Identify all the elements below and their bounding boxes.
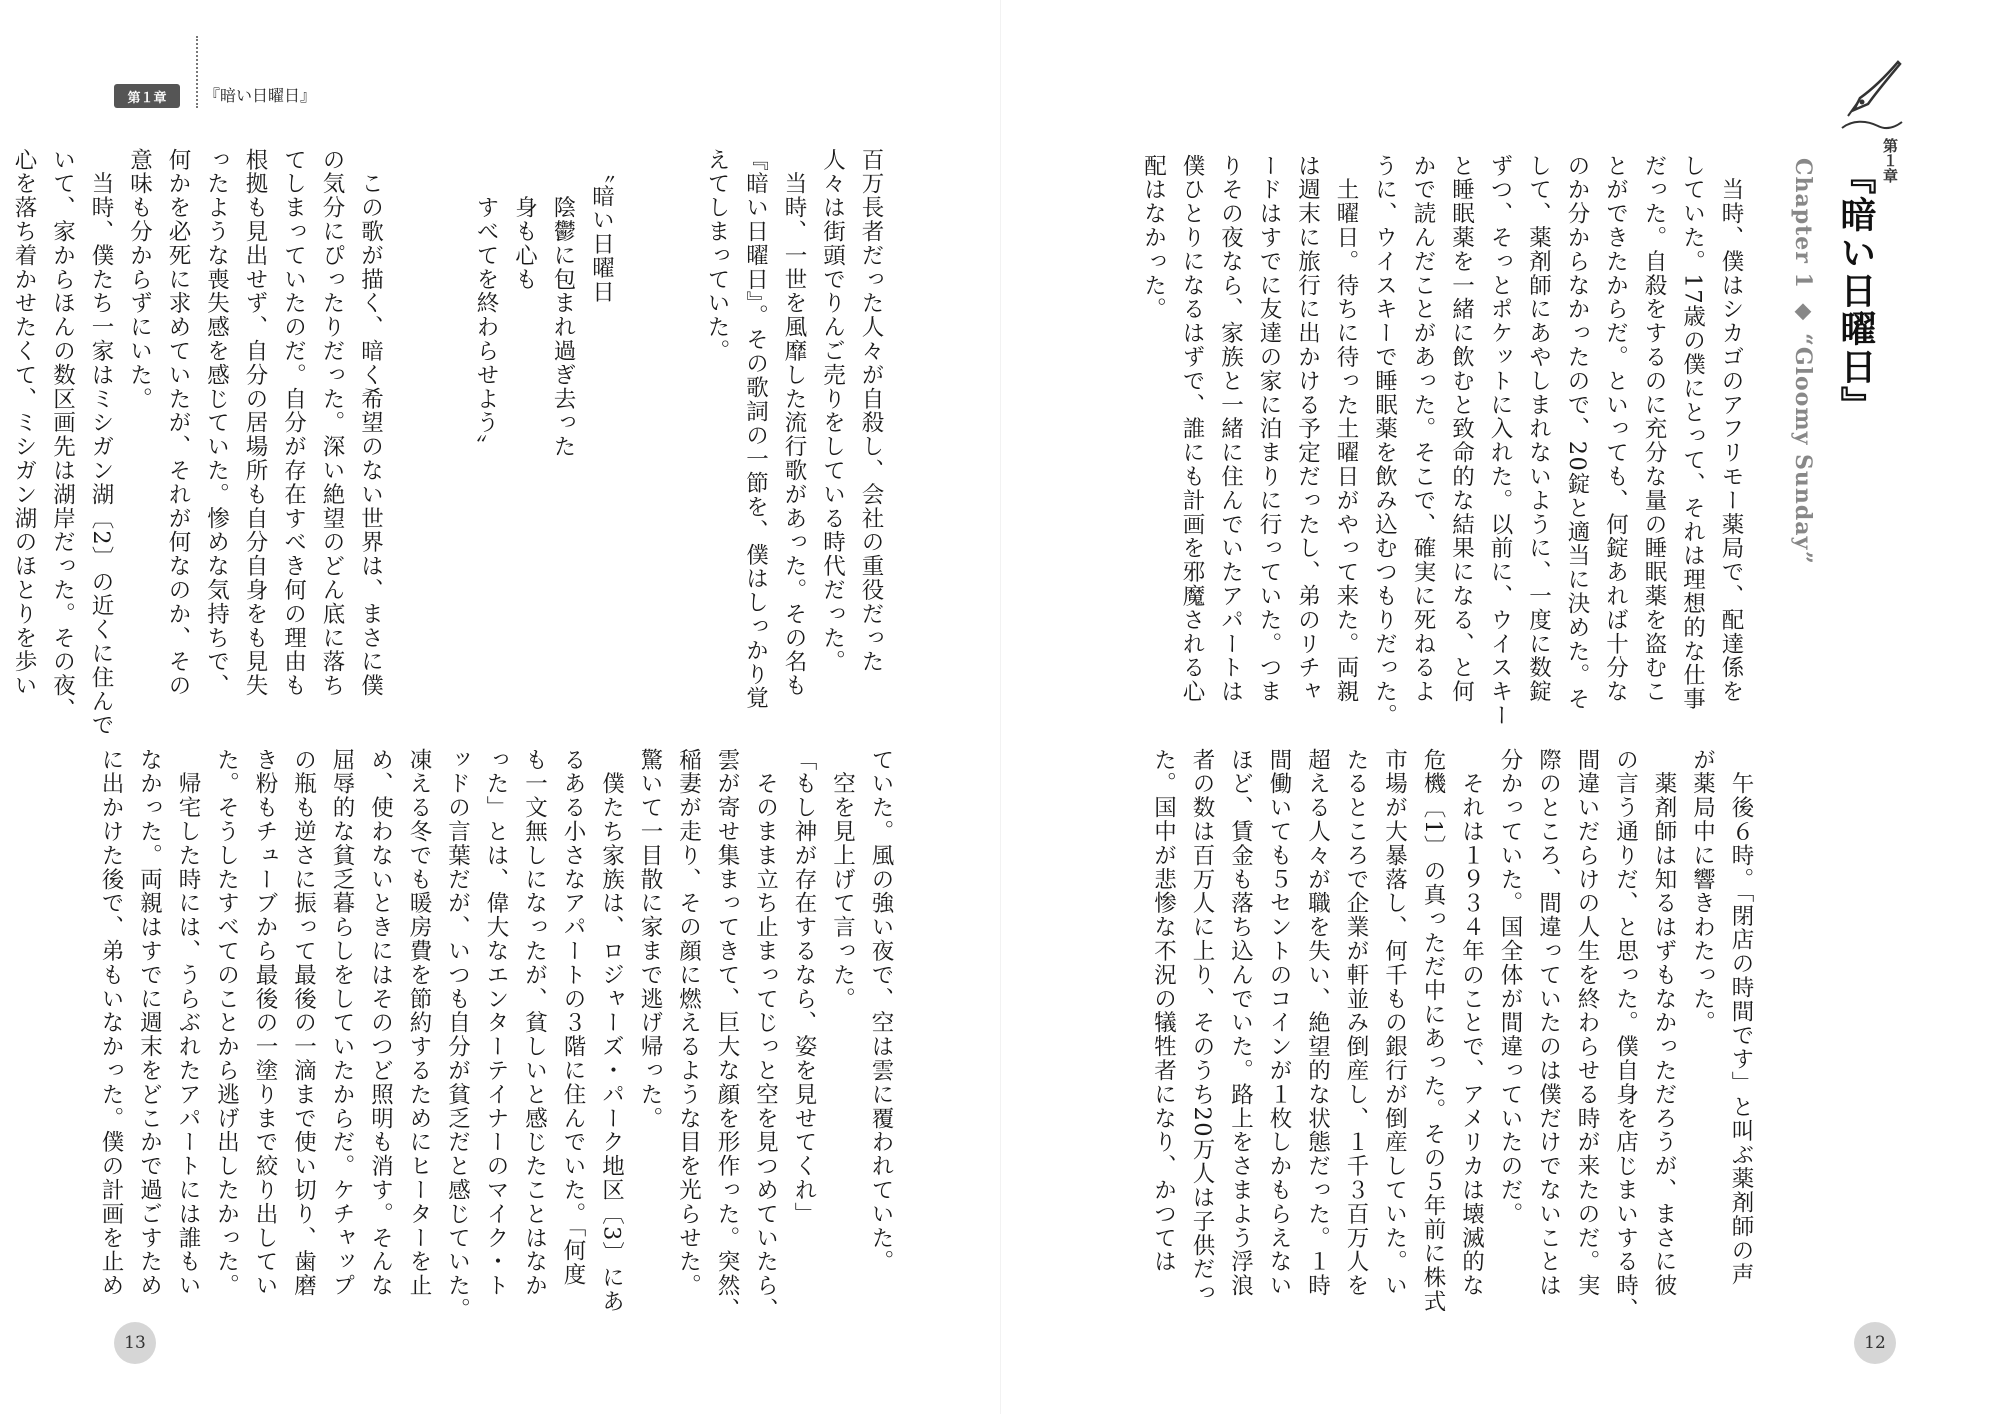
chapter-title: 『暗い日曜日』 bbox=[1835, 158, 1876, 424]
chapter-subtitle: Chapter 1 ◆ “Gloomy Sunday” bbox=[1790, 158, 1816, 565]
chapter-badge: 第１章 bbox=[114, 84, 180, 108]
fountain-pen-icon bbox=[1838, 58, 1908, 148]
left-page-bottom-text: ていた。風の強い夜で、空は雲に覆われていた。 空を見上げて言った。 「もし神が存在するなら、姿を見せてくれ」 そのまま立ち止まってじっと空を見つめていたら、 雲が寄せ集まってきて、巨大な顔を形作った。突然、 稲妻が走り、その顔に燃えるような目を光らせた。 驚いて一目散に家まで逃げ帰った。 僕たち家族は、ロジャーズ・パーク地区〔3〕にあ るある小さなアパートの３階に住んでいた。「何度 も一文無しになったが、貧しいと感じたことはなか った」とは、偉大なエンターテイナーのマイク・ト ッドの言葉だが、いつも自分が貧乏だと感じていた。 凍える冬でも暖房費を節約するためにヒーターを止 め、使わないときにはそのつど照明も消す。そんな 屈辱的な貧乏暮らしをしていたからだ。ケチャップ の瓶も逆さに振って最後の一滴まで使い切り、歯磨 き粉もチューブから最後の一塗りまで絞り出してい た。そうしたすべてのことから逃げ出したかった。 帰宅した時には、うらぶれたアパートには誰もい なかった。両親はすでに週末をどこかで過ごすため に出かけた後で、弟もいなかった。僕の計画を止め bbox=[98, 748, 894, 1322]
left-page-top-text: 百万長者だった人々が自殺し、会社の重役だった 人々は街頭でりんご売りをしている時代だった。 当時、一世を風靡した流行歌があった。その名も 『暗い日曜日』。その歌詞の一節を、僕はしっかり覚 えてしまっていた。 〝暗い日曜日 陰鬱に包まれ過ぎ去った 身も心も すべてを終わらせよう〟 この歌が描く、暗く希望のない世界は、まさに僕 の気分にぴったりだった。深い絶望のどん底に落ち てしまっていたのだ。自分が存在すべき何の理由も 根拠も見出せず、自分の居場所も自分自身をも見失 ったような喪失感を感じていた。惨めな気持ちで、 何かを必死に求めていたが、それが何なのか、その 意味も分からずにいた。 当時、僕たち一家はミシガン湖〔2〕の近くに住んで いて、家からほんの数区画先は湖岸だった。その夜、 心を落ち着かせたくて、ミシガン湖のほとりを歩い bbox=[11, 148, 884, 738]
page-number-13: 13 bbox=[114, 1322, 156, 1364]
header-dotted-rule bbox=[196, 36, 198, 108]
running-title: 『暗い日曜日』 bbox=[204, 86, 317, 105]
page-number-12: 12 bbox=[1854, 1322, 1896, 1364]
right-page-bottom-text: 午後６時。「閉店の時間です」と叫ぶ薬剤師の声 が薬局中に響きわたった。 薬剤師は知るはずもなかっただろうが、まさに彼 の言う通りだ、と思った。僕自身を店じまいする時、 間違いだらけの人生を終わらせる時が来たのだ。実 際のところ、間違っていたのは僕だけでないことは 分かっていた。国全体が間違っていたのだ。 それは１９３４年のことで、アメリカは壊滅的な 危機〔1〕の真っただ中にあった。その５年前に株式 市場が大暴落し、何千もの銀行が倒産していた。い たるところで企業が軒並み倒産し、１千３百万人を 超える人々が職を失い、絶望的な状態だった。１時 間働いても５セントのコインが１枚しかもらえない ほど、賃金も落ち込んでいた。路上をさまよう浮浪 者の数は百万人に上り、そのうち20万人は子供だっ た。国中が悲惨な不況の犠牲者になり、かつては bbox=[1150, 748, 1754, 1322]
page-gutter bbox=[1000, 0, 1001, 1414]
chapter-label: 第１章 bbox=[1881, 138, 1899, 183]
right-page-top-text: 当時、僕はシカゴのアフリモー薬局で、配達係を していた。17歳の僕にとって、それは理想的な仕事 だった。自殺をするのに充分な量の睡眠薬を盗むこ とができたからだ。といっても、何錠あれば十分な のか分からなかったので、20錠と適当に決めた。そ して、薬剤師にあやしまれないように、一度に数錠 ずつ、そっとポケットに入れた。以前に、ウイスキー と睡眠薬を一緒に飲むと致命的な結果になる、と何 かで読んだことがあった。そこで、確実に死ねるよ うに、ウイスキーで睡眠薬を飲み込むつもりだった。 土曜日。待ちに待った土曜日がやって来た。両親 は週末に旅行に出かける予定だったし、弟のリチャ ードはすでに友達の家に泊まりに行っていた。つま りその夜なら、家族と一緒に住んでいたアパートは 僕ひとりになるはずで、誰にも計画を邪魔される心 配はなかった。 bbox=[1140, 154, 1744, 728]
